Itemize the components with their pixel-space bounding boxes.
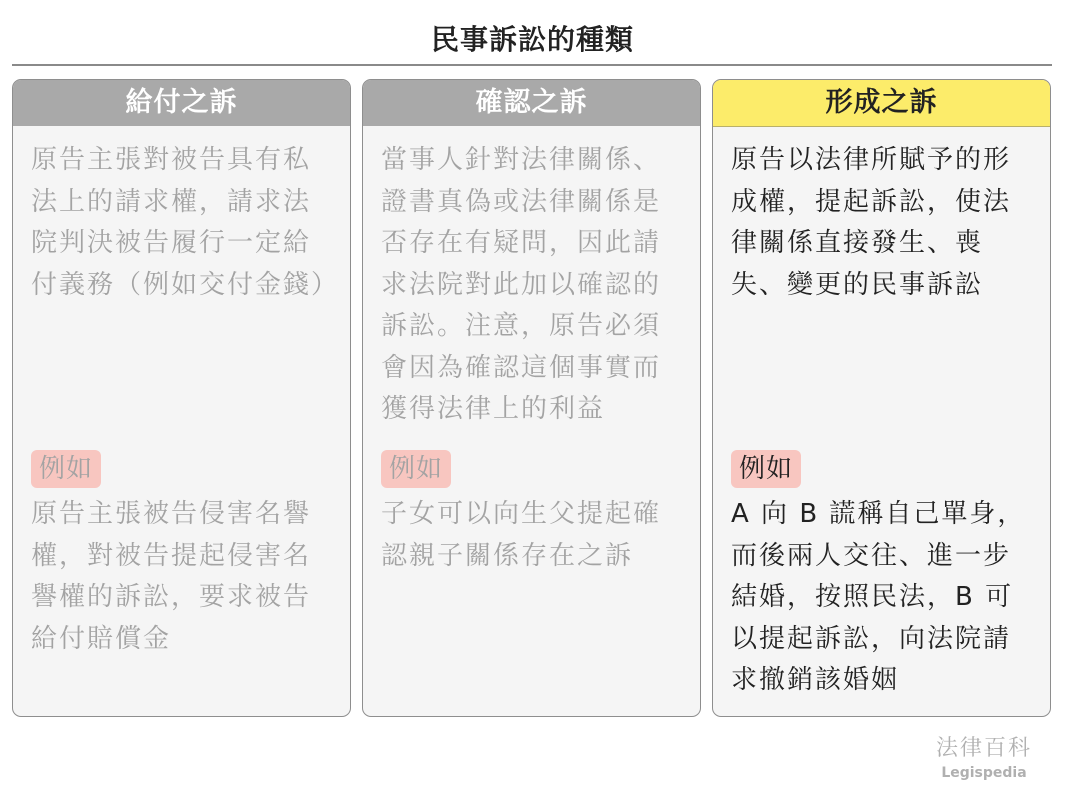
example-badge: 例如 <box>31 450 101 488</box>
title-divider <box>12 64 1052 66</box>
diagram-title: 民事訴訟的種類 <box>430 23 634 56</box>
brand-subtitle: Legispedia <box>941 765 1027 781</box>
brand-logo <box>936 734 1032 782</box>
example-badge: 例如 <box>731 450 801 488</box>
column-header: 形成之訴 <box>713 80 1050 127</box>
column-header: 確認之訴 <box>363 80 700 126</box>
column-payment-suit <box>12 79 351 717</box>
column-example: 子女可以向生父提起確認親子關係存在之訴 <box>381 499 662 571</box>
column-header: 給付之訴 <box>13 80 350 126</box>
column-example: A 向 B 謊稱自己單身，而後兩人交往、進一步結婚，按照民法，B 可以提起訴訟，向法院請求撤銷該婚姻 <box>731 499 1026 695</box>
column-description: 當事人針對法律關係、證書真偽或法律關係是否存在有疑問，因此請求法院對此加以確認的訴訟。注意，原告必須會因為確認這個事實而獲得法律上的利益 <box>381 145 662 424</box>
column-confirmation-suit <box>362 79 701 717</box>
brand-name: 法律百科 <box>935 736 1032 761</box>
column-description: 原告主張對被告具有私法上的請求權，請求法院判決被告履行一定給付義務（例如交付金錢） <box>31 145 340 300</box>
column-formation-suit <box>712 79 1051 717</box>
column-description: 原告以法律所賦予的形成權，提起訴訟，使法律關係直接發生、喪失、變更的民事訴訟 <box>731 145 1012 300</box>
column-example: 原告主張被告侵害名譽權，對被告提起侵害名譽權的訴訟，要求被告給付賠償金 <box>31 499 312 654</box>
example-badge: 例如 <box>381 450 451 488</box>
